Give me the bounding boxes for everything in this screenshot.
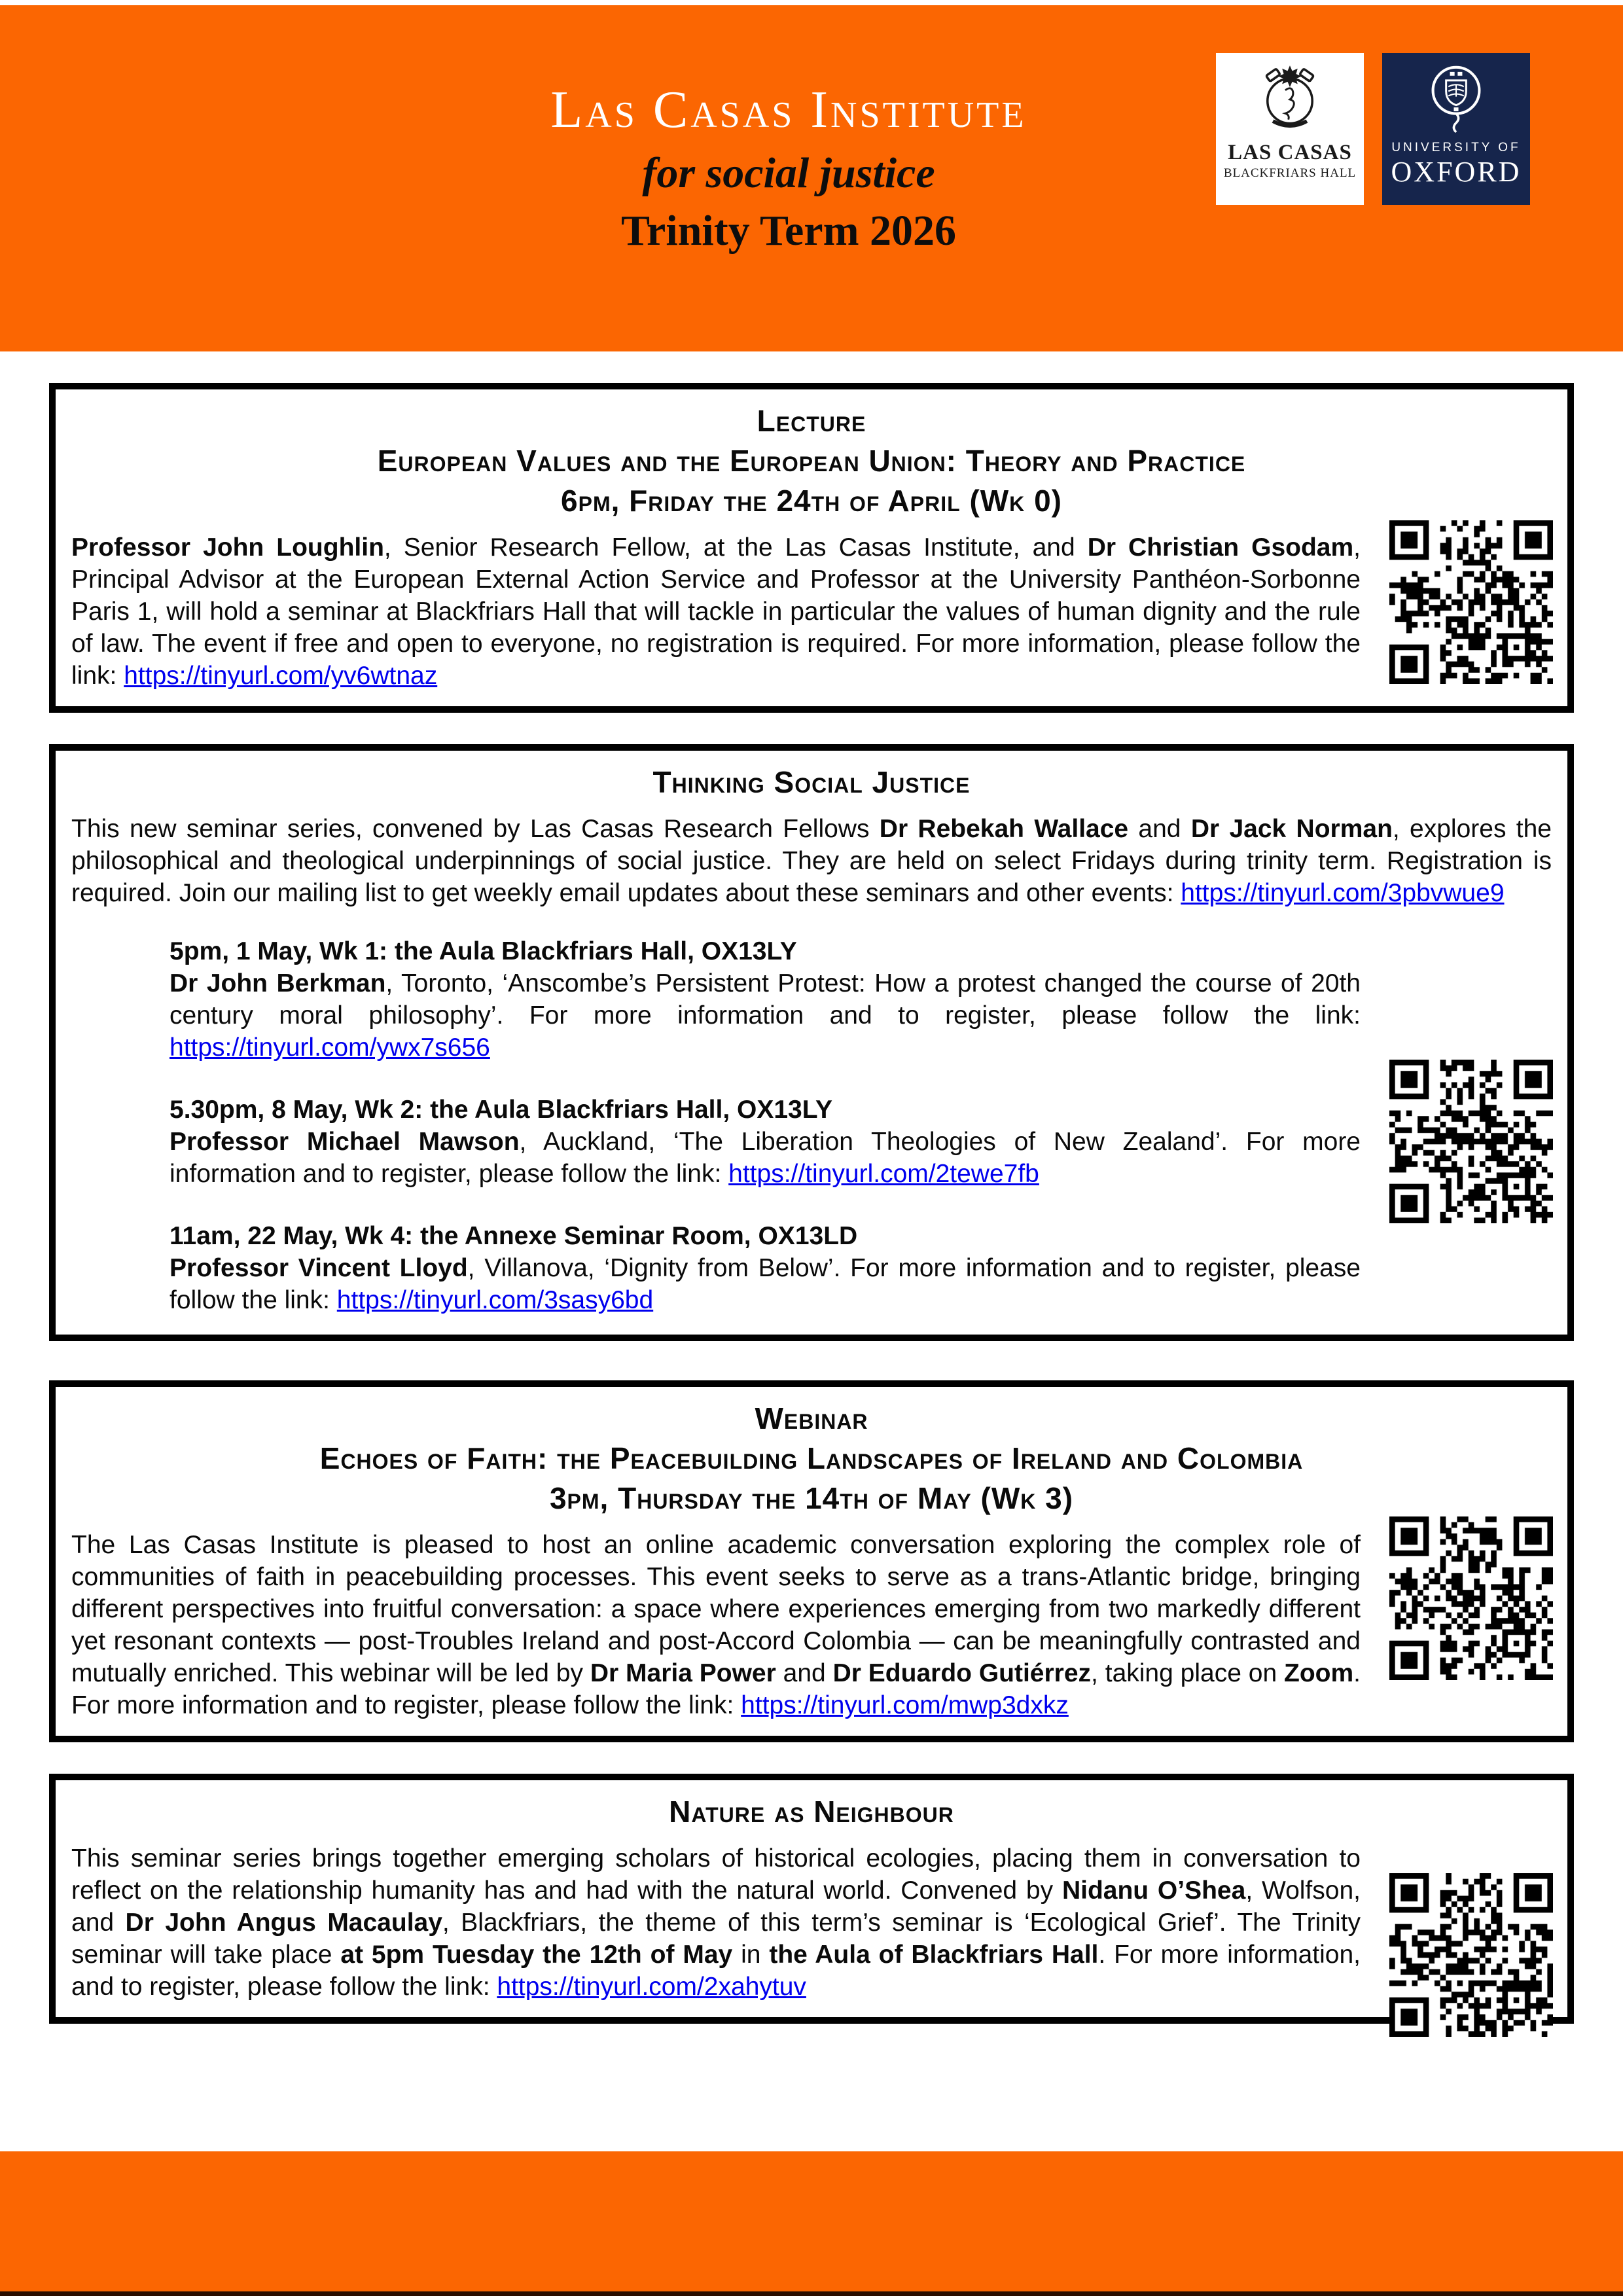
lecture-qr-code <box>1389 520 1553 684</box>
lecture-header-title: European Values and the European Union: Theory and Practice <box>377 444 1246 478</box>
lecture-header-datetime: 6pm, Friday the 24th of April (Wk 0) <box>561 484 1062 518</box>
seminar-item: 5.30pm, 8 May, Wk 2: the Aula Blackfriars Hall, OX13LY Professor Michael Mawson, Auckland, ‘The Liberation Theologies of New Zealand’. For more information and to register, please follow the link: https://tinyurl.com/2tewe7fb <box>169 1096 1361 1188</box>
las-casas-logo-name: LAS CASAS <box>1228 141 1352 164</box>
speaker-name: Dr Christian Gsodam <box>1087 533 1354 562</box>
lecture-header-kind: Lecture <box>757 404 866 438</box>
lecture-description: Professor John Loughlin, Senior Research Fellow, at the Las Casas Institute, and Dr Christian Gsodam, Principal Advisor at the European External Action Service and Professor at the University Panthéon-Sorbonne Paris 1, will hold a seminar at Blackfriars Hall that will tackle in particular the values of human dignity and the rule of law. The event if free and open to everyone, no registration is required. For more information, please follow the link: https://tinyurl.com/yv6wtnaz <box>71 533 1361 690</box>
speaker-name: Professor John Loughlin <box>71 533 384 562</box>
seminar-item: 5pm, 1 May, Wk 1: the Aula Blackfriars Hall, OX13LY Dr John Berkman, Toronto, ‘Anscombe’s Persistent Protest: How a protest changed the course of 20th century moral philosophy’. For more information and to register, please follow the link: https://tinyurl.com/ywx7s656 <box>169 937 1361 1062</box>
webinar-header-kind: Webinar <box>755 1401 868 1435</box>
oxford-logo-university-of: UNIVERSITY OF <box>1391 141 1521 154</box>
oxford-logo-oxford: OXFORD <box>1391 156 1522 188</box>
convenor-name: Dr Rebekah Wallace <box>879 815 1129 843</box>
oxford-crest-icon <box>1418 60 1495 137</box>
institute-title: Las Casas Institute <box>550 81 1027 139</box>
header-band <box>0 5 1623 351</box>
webinar-header-title: Echoes of Faith: the Peacebuilding Landscapes of Ireland and Colombia <box>319 1441 1304 1475</box>
thinking-social-justice-title: Thinking Social Justice <box>652 765 971 799</box>
seminar-speaker: Professor Vincent Lloyd <box>169 1254 468 1282</box>
lecture-header <box>71 401 1552 521</box>
seminar-register-link[interactable]: https://tinyurl.com/3sasy6bd <box>336 1286 654 1314</box>
nature-as-neighbour-description: This seminar series brings together emerging scholars of historical ecologies, placing them in conversation to reflect on the relationship humanity has and had with the natural world. Convened by Nidanu O’Shea, Wolfson, and Dr John Angus Macaulay, Blackfriars, the theme of this term’s seminar is ‘Ecological Grief’. The Trinity seminar will take place at 5pm Tuesday the 12th of May in the Aula of Blackfriars Hall. For more information, and to register, please follow the link: https://tinyurl.com/2xahytuv <box>71 1844 1361 2001</box>
footer-band <box>0 2151 1623 2296</box>
seminar-register-link[interactable]: https://tinyurl.com/2tewe7fb <box>728 1160 1039 1188</box>
webinar-register-link[interactable]: https://tinyurl.com/mwp3dxkz <box>741 1691 1069 1719</box>
webinar-header <box>71 1399 1552 1518</box>
section-nature-as-neighbour <box>49 1774 1574 2024</box>
event-datetime: at 5pm Tuesday the 12th of May <box>340 1941 733 1969</box>
logo-row <box>1216 53 1530 205</box>
webinar-header-datetime: 3pm, Thursday the 14th of May (Wk 3) <box>549 1481 1074 1515</box>
nature-as-neighbour-title: Nature as Neighbour <box>669 1795 954 1829</box>
event-venue: the Aula of Blackfriars Hall <box>769 1941 1099 1969</box>
thinking-social-justice-description: This new seminar series, convened by Las Casas Research Fellows Dr Rebekah Wallace and Dr Jack Norman, explores the philosophical and theological underpinnings of social justice. They are held on select Fridays during trinity term. Registration is required. Join our mailing list to get weekly email updates about these seminars and other events: https://tinyurl.com/3pbvwue9 <box>71 815 1552 907</box>
seminar-datetime: 5pm, 1 May, Wk 1: the Aula Blackfriars Hall, OX13LY <box>169 937 797 965</box>
section-webinar <box>49 1380 1574 1742</box>
seminar-datetime: 11am, 22 May, Wk 4: the Annexe Seminar Room, OX13LD <box>169 1222 858 1250</box>
section-thinking-social-justice <box>49 744 1574 1341</box>
seminar-list <box>169 935 1552 1316</box>
seminar-datetime: 5.30pm, 8 May, Wk 2: the Aula Blackfriars Hall, OX13LY <box>169 1096 832 1124</box>
seminar-register-link[interactable]: https://tinyurl.com/ywx7s656 <box>169 1033 490 1062</box>
convenor-name: Dr Jack Norman <box>1190 815 1393 843</box>
webinar-leader: Dr Maria Power <box>590 1659 776 1687</box>
nature-as-neighbour-qr-code <box>1389 1873 1553 2037</box>
mailing-list-link[interactable]: https://tinyurl.com/3pbvwue9 <box>1181 879 1505 907</box>
platform-name: Zoom <box>1284 1659 1354 1687</box>
convenor-name: Dr John Angus Macaulay <box>125 1909 442 1937</box>
nature-register-link[interactable]: https://tinyurl.com/2xahytuv <box>497 1973 806 2001</box>
webinar-qr-code <box>1389 1516 1553 1680</box>
seminar-item: 11am, 22 May, Wk 4: the Annexe Seminar Room, OX13LD Professor Vincent Lloyd, Villanova, ‘Dignity from Below’. For more information and to register, please follow the link: https://tinyurl.com/3sasy6bd <box>169 1222 1361 1314</box>
term-title: Trinity Term 2026 <box>620 207 957 255</box>
webinar-leader: Dr Eduardo Gutiérrez <box>832 1659 1092 1687</box>
seminar-speaker: Dr John Berkman <box>169 969 386 997</box>
convenor-name: Nidanu O’Shea <box>1061 1876 1246 1905</box>
oxford-logo <box>1382 53 1530 205</box>
seminar-speaker: Professor Michael Mawson <box>169 1128 520 1156</box>
lecture-link[interactable]: https://tinyurl.com/yv6wtnaz <box>124 662 438 690</box>
webinar-description: The Las Casas Institute is pleased to host an online academic conversation exploring the complex role of communities of faith in peacebuilding processes. This event seeks to serve as a trans-Atlantic bridge, bringing different perspectives into fruitful conversation: a space where experiences emerging from two markedly different yet resonant contexts — post-Troubles Ireland and post-Accord Colombia — can be meaningfully contrasted and mutually enriched. This webinar will be led by Dr Maria Power and Dr Eduardo Gutiérrez, taking place on Zoom. For more information and to register, please follow the link: https://tinyurl.com/mwp3dxkz <box>71 1531 1361 1719</box>
las-casas-logo-hall: BLACKFRIARS HALL <box>1223 166 1357 180</box>
nature-as-neighbour-header <box>71 1792 1552 1832</box>
dominican-crest-icon <box>1251 61 1329 138</box>
thinking-social-justice-header <box>71 762 1552 802</box>
section-lecture <box>49 383 1574 713</box>
institute-subtitle: for social justice <box>642 149 935 197</box>
thinking-social-justice-qr-code <box>1389 1060 1553 1223</box>
las-casas-logo <box>1216 53 1364 205</box>
